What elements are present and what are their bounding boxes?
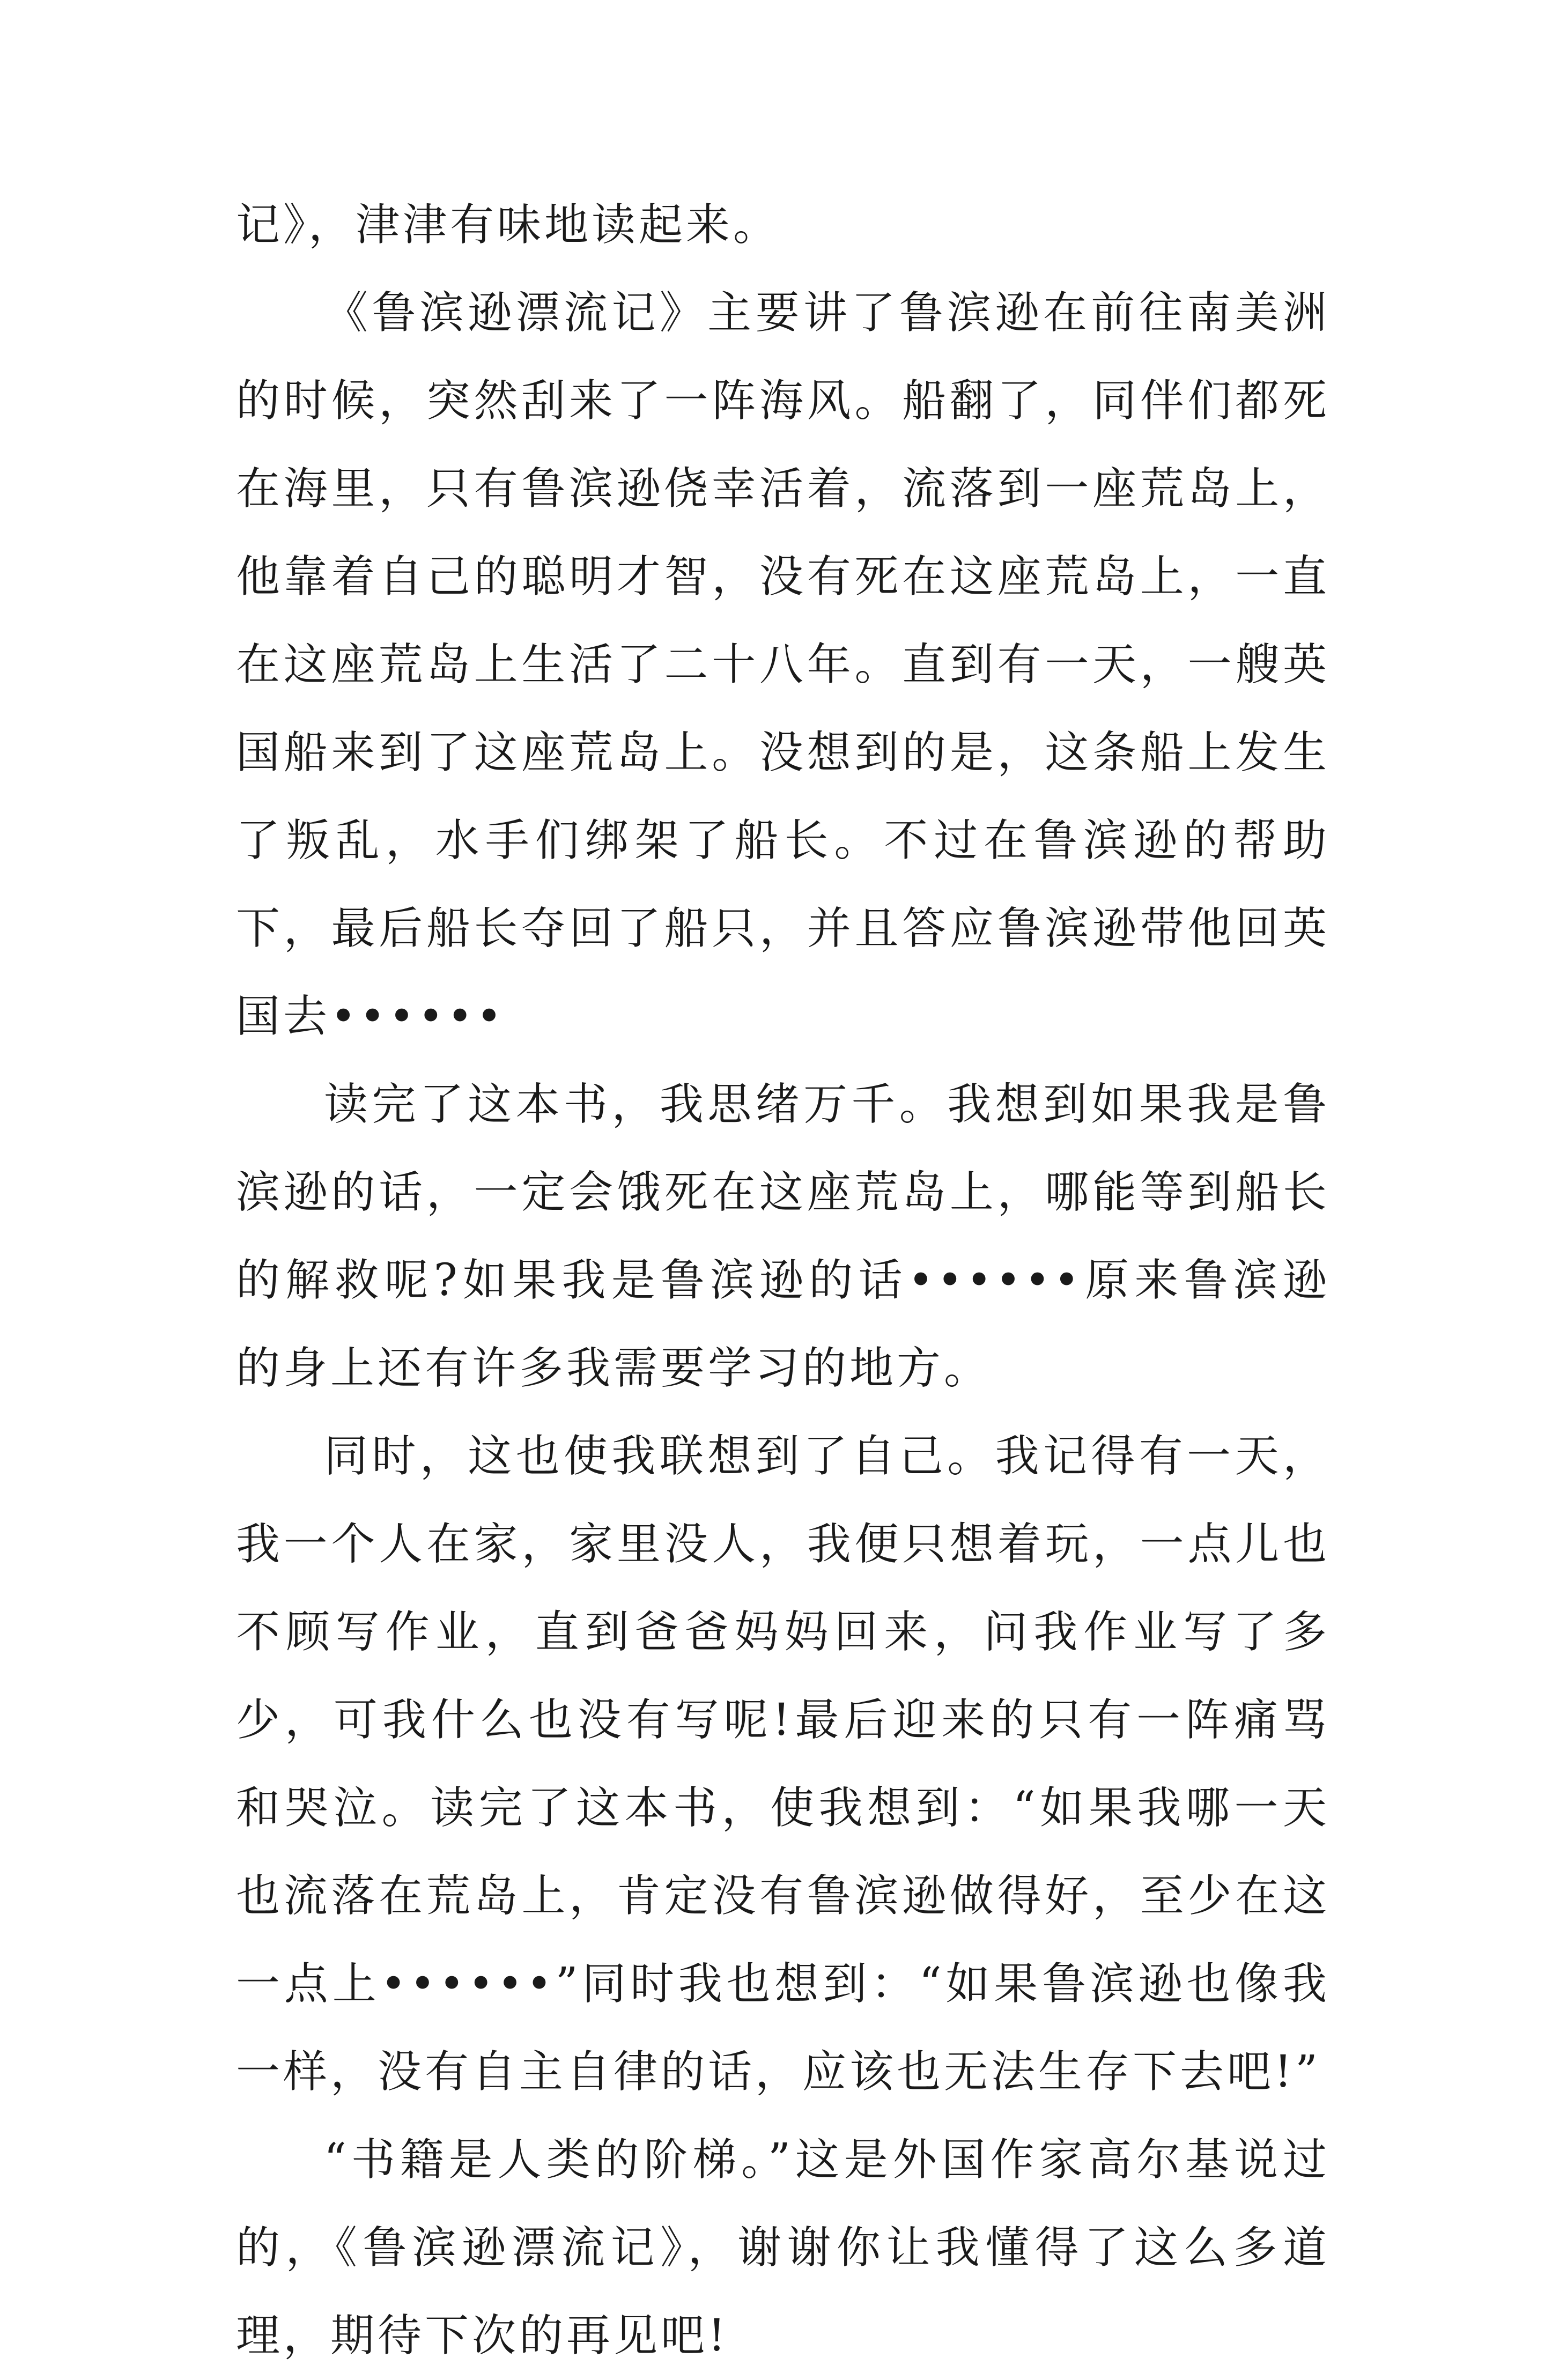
- document-body: [236, 181, 1330, 2380]
- paragraph-self-connection: 同时，这也使我联想到了自己。我记得有一天，我一个人在家，家里没人，我便只想着玩，一点儿也不顾写作业，直到爸爸妈妈回来，问我作业写了多少，可我什么也没有写呢!最后迎来的只有一阵痛骂和哭泣。读完了这本书，使我想到：“如果我哪一天也流落在荒岛上，肯定没有鲁滨逊做得好，至少在这一点上••••••”同时我也想到：“如果鲁滨逊也像我一样，没有自主自律的话，应该也无法生存下去吧!”: [236, 1431, 1330, 2097]
- paragraph-summary: 《鲁滨逊漂流记》主要讲了鲁滨逊在前往南美洲的时候，突然刮来了一阵海风。船翻了，同伴们都死在海里，只有鲁滨逊侥幸活着，流落到一座荒岛上，他靠着自己的聪明才智，没有死在这座荒岛上，一直在这座荒岛上生活了二十八年。直到有一天，一艘英国船来到了这座荒岛上。没想到的是，这条船上发生了叛乱，水手们绑架了船长。不过在鲁滨逊的帮助下，最后船长夺回了船只，并且答应鲁滨逊带他回英国去••••••: [236, 287, 1330, 1042]
- paragraph-reflection: 读完了这本书，我思绪万千。我想到如果我是鲁滨逊的话，一定会饿死在这座荒岛上，哪能等到船长的解救呢?如果我是鲁滨逊的话••••••原来鲁滨逊的身上还有许多我需要学习的地方。: [236, 1079, 1330, 1394]
- paragraph-conclusion: “书籍是人类的阶梯。”这是外国作家高尔基说过的，《鲁滨逊漂流记》，谢谢你让我懂得了这么多道理，期待下次的再见吧!: [236, 2134, 1330, 2361]
- paragraph-continuation: 记》，津津有味地读起来。: [236, 199, 781, 250]
